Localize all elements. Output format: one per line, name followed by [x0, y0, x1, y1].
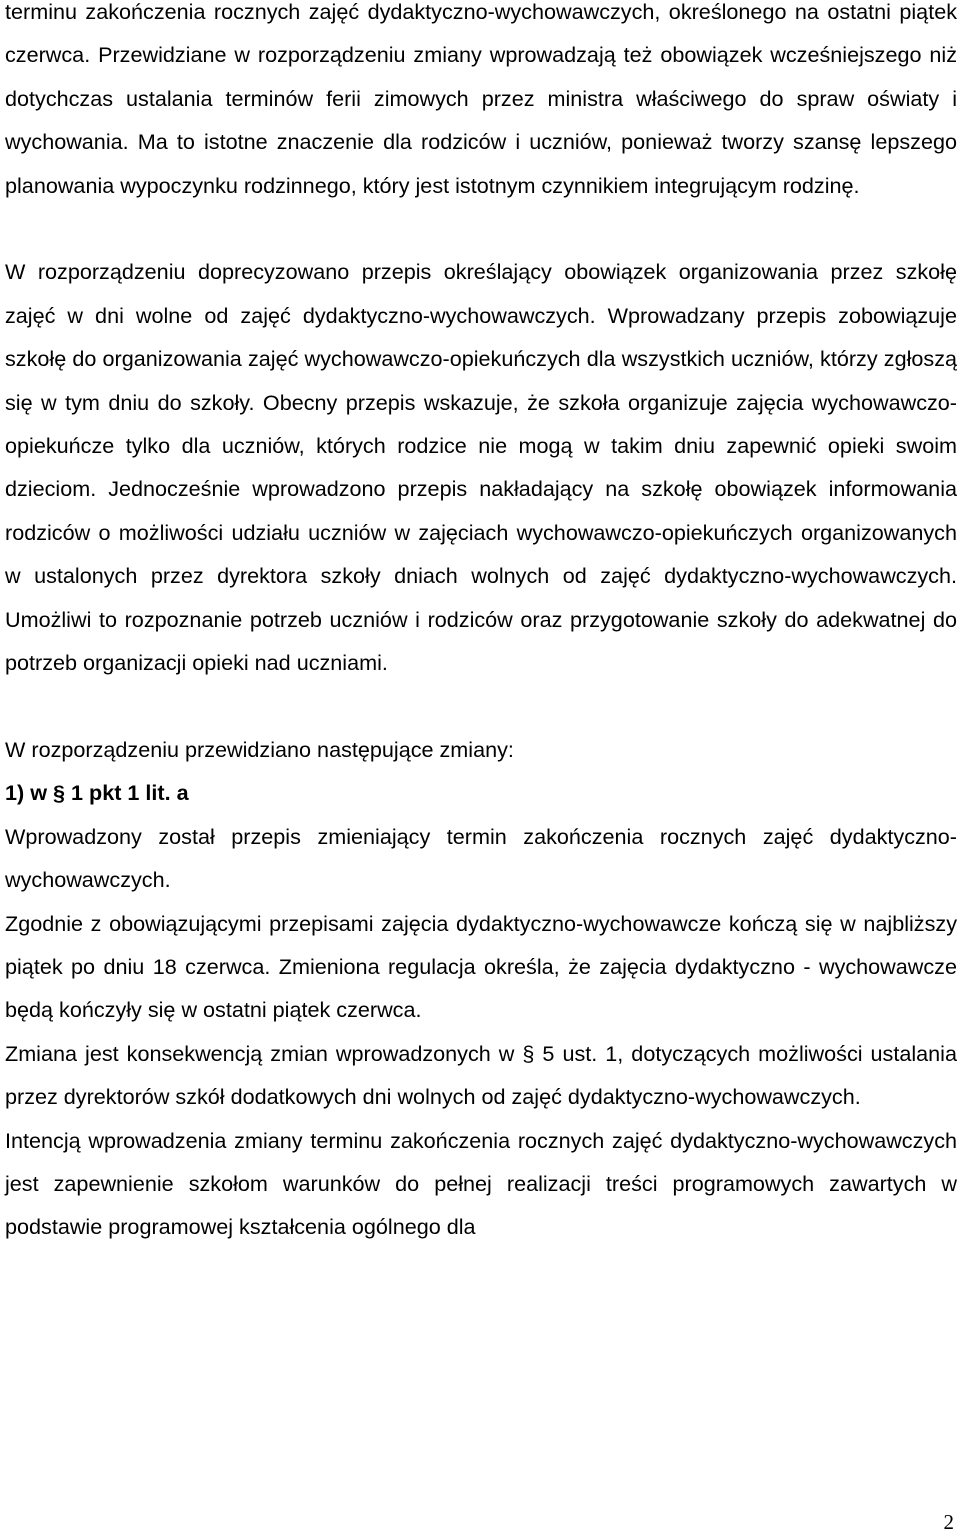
- paragraph-gap: [5, 684, 957, 727]
- section-heading: 1) w § 1 pkt 1 lit. a: [5, 780, 189, 806]
- document-page: [5, 0, 957, 1249]
- paragraph: Intencją wprowadzenia zmiany terminu zakończenia rocznych zajęć dydaktyczno-wychowawczych jest zapewnienie szkołom warunków do pełnej realizacji treści programowych zawartych w podstawie programowej kształcenia ogólnego dla: [5, 1127, 957, 1240]
- paragraph: W rozporządzeniu doprecyzowano przepis określający obowiązek organizowania przez szkołę zajęć w dni wolne od zajęć dydaktyczno-wychowawczych. Wprowadzany przepis zobowiązuje szkołę do organizowania zajęć wychowawczo-opiekuńczych dla wszystkich uczniów, którzy zgłoszą się w tym dniu do szkoły. Obecny przepis wskazuje, że szkoła organizuje zajęcia wychowawczo-opiekuńcze tylko dla uczniów, których rodzice nie mogą w takim dniu zapewnić opieki swoim dzieciom. Jednocześnie wprowadzono przepis nakładający na szkołę obowiązek informowania rodziców o możliwości udziału uczniów w zajęciach wychowawczo-opiekuńczych organizowanych w ustalonych przez dyrektora szkoły dniach wolnych od zajęć dydaktyczno-wychowawczych. Umożliwi to rozpoznanie potrzeb uczniów i rodziców oraz przygotowanie szkoły do adekwatnej do potrzeb organizacji opieki nad uczniami.: [5, 259, 957, 676]
- paragraph: Wprowadzony został przepis zmieniający termin zakończenia rocznych zajęć dydaktyczno-wychowawczych.: [5, 823, 957, 893]
- paragraph: W rozporządzeniu przewidziano następujące zmiany:: [5, 736, 514, 762]
- paragraph: Zgodnie z obowiązującymi przepisami zajęcia dydaktyczno-wychowawcze kończą się w najbliższy piątek po dniu 18 czerwca. Zmieniona regulacja określa, że zajęcia dydaktyczno - wychowawcze będą kończyły się w ostatni piątek czerwca.: [5, 910, 957, 1023]
- paragraph-gap: [5, 207, 957, 250]
- page-number: 2: [943, 1510, 954, 1534]
- paragraph: terminu zakończenia rocznych zajęć dydaktyczno-wychowawczych, określonego na ostatni piątek czerwca. Przewidziane w rozporządzeniu zmiany wprowadzają też obowiązek wcześniejszego niż dotychczas ustalania terminów ferii zimowych przez ministra właściwego do spraw oświaty i wychowania. Ma to istotne znaczenie dla rodziców i uczniów, ponieważ tworzy szansę lepszego planowania wypoczynku rodzinnego, który jest istotnym czynnikiem integrującym rodzinę.: [5, 0, 957, 198]
- paragraph: Zmiana jest konsekwencją zmian wprowadzonych w § 5 ust. 1, dotyczących możliwości ustalania przez dyrektorów szkół dodatkowych dni wolnych od zajęć dydaktyczno-wychowawczych.: [5, 1040, 957, 1110]
